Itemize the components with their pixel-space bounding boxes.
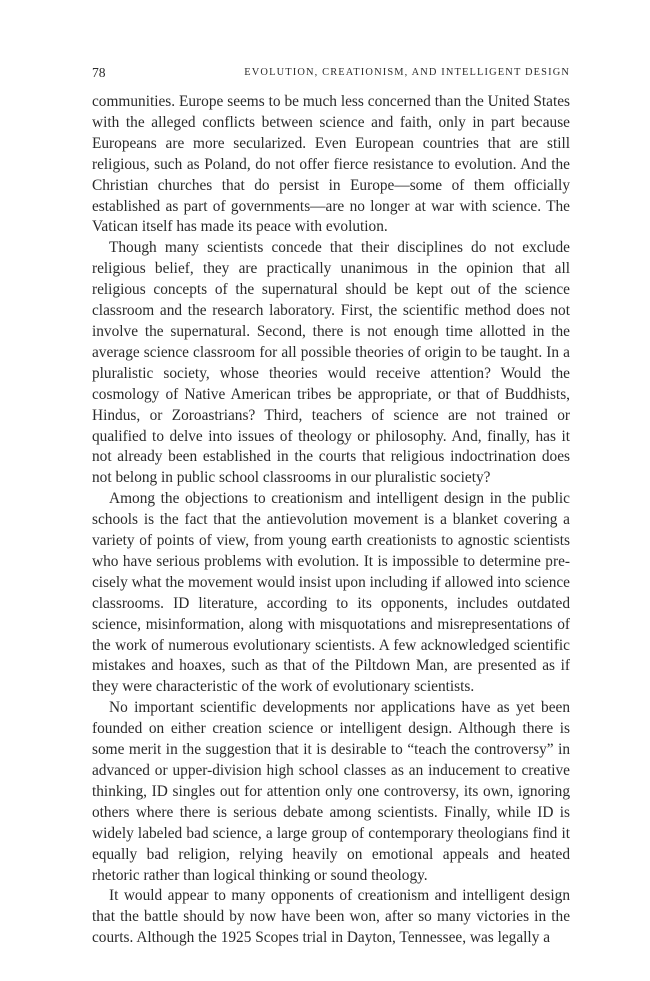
book-page	[92, 62, 570, 949]
paragraph-continued: communities. Europe seems to be much less concerned than the United States with the alleged conflicts between science and faith, only in part because Europeans are more secularized. Even European countries that are still religious, such as Poland, do not offer fierce resistance to evolution. And the Christian churches that do persist in Europe—some of them officially established as part of governments—are no longer at war with science. The Vatican itself has made its peace with evolution.	[92, 93, 570, 236]
body-text	[92, 92, 570, 949]
paragraph-objections: Among the objections to creationism and intelligent design in the public schools is the fact that the antievolution movement is a blanket covering a variety of points of view, from young earth creationists to agnostic scientists who have serious problems with evolution. It is impossible to determine precisely what the movement would insist upon including if allowed into science classrooms. ID literature, according to its opponents, includes outdated science, misinformation, along with misquotations and misrepresentations of the work of numerous evolutionary scientists. A few acknowledged scientific mistakes and hoaxes, such as that of the Piltdown Man, are presented as if they were characteristic of the work of evolutionary scientists.	[92, 490, 570, 696]
paragraph-battle-won: It would appear to many opponents of creationism and intelligent design that the battle should by now have been won, after so many victories in the courts. Although the 1925 Scopes trial in Dayton, Tennessee, was legally a	[92, 887, 570, 947]
running-head	[92, 62, 570, 84]
page-number: 78	[92, 65, 106, 80]
running-title: EVOLUTION, CREATIONISM, AND INTELLIGENT DESIGN	[244, 67, 570, 78]
paragraph-no-developments: No important scientific developments nor applications have as yet been founded on either creation science or intelligent design. Although there is some merit in the suggestion that it is desirable to “teach the controversy” in advanced or upper-division high school classes as an inducement to creative thinking, ID singles out for attention only one controversy, its own, ignoring others where there is serious debate among scientists. Finally, while ID is widely labeled bad science, a large group of contemporary theologians find it equally bad religion, relying heavily on emotional appeals and heated rhetoric rather than logical thinking or sound theology.	[92, 699, 570, 884]
paragraph-scientists-opinion: Though many scientists concede that their disciplines do not exclude religious belief, they are practically unanimous in the opinion that all religious concepts of the supernatural should be kept out of the science classroom and the research laboratory. First, the scientific method does not involve the supernatural. Second, there is not enough time allotted in the average science classroom for all possible theories of origin to be taught. In a pluralistic society, whose theories would receive attention? Would the cosmology of Native American tribes be appropriate, or that of Buddhists, Hindus, or Zoroastrians? Third, teachers of science are not trained or qualified to delve into issues of theology or philosophy. And, finally, has it not already been established in the courts that religious indoctrination does not belong in public school classrooms in our pluralistic society?	[92, 239, 570, 487]
